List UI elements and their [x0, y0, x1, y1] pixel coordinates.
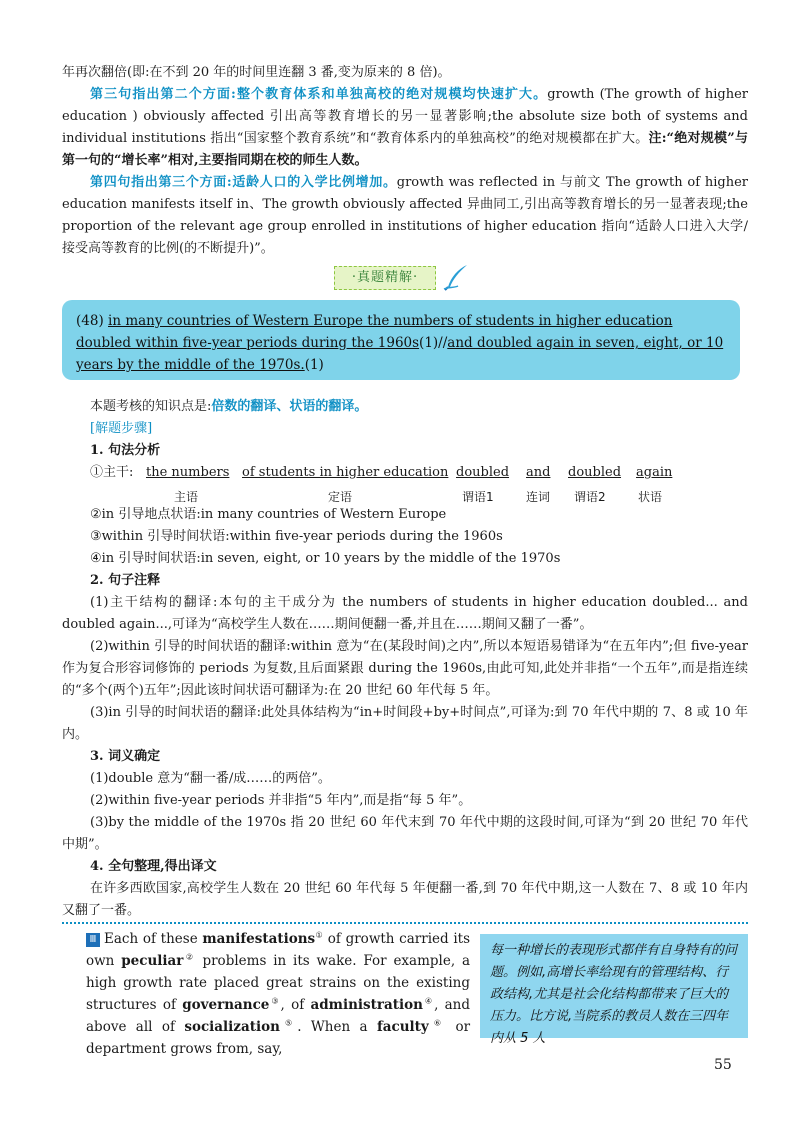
structure-label-attributive: 定语 [328, 490, 353, 504]
paragraph-number-badge: Ⅲ [86, 933, 100, 947]
passage-text: or department grows from, say, [86, 1019, 471, 1057]
structure-word-subject: the numbers [146, 465, 230, 480]
sentence3-note: 注:“绝对规模”与第一句的“增长率”相对,主要指同期在校的师生人数。 [62, 131, 748, 168]
exam-mark1: (1)// [419, 335, 448, 351]
sentence3-heading: 第三句指出第二个方面:整个教育体系和单独高校的绝对规模均快速扩大。 [90, 87, 548, 102]
structure-label-conjunction: 连词 [526, 490, 551, 504]
note-2: (2)within 引导的时间状语的翻译:within 意为“在(某段时间)之内”,所以本短语易错译为“在五年内”;但 five-year 作为复合形容词修饰的 periods 为复数,且后面紧跟 during the 1960s,由此可知,此处并非指“一个五年”,而是指连续的“多个(两个)五年”;因此该时间状语可翻译为:在 20 世纪 60 年代每 5 年。 [62, 639, 748, 698]
passage-text: , of [280, 997, 311, 1013]
meaning-1: (1)double 意为“翻一番/成……的两倍”。 [90, 771, 331, 786]
adverbial-3: ③within 引导时间状语:within five-year periods during the 1960s [90, 529, 503, 544]
paragraph-top: 年再次翻倍(即:在不到 20 年的时间里连翻 3 番,变为原来的 8 倍)。 [62, 65, 451, 80]
heading-word-meaning: 3. 词义确定 [90, 749, 161, 764]
sentence4-body: growth was reflected in 与前文 The growth of higher education manifests itself in、The growth obviously affected 异曲同工,引出高等教育增长的另一显著表现;the proportion of the relevant age group enrolled in institutions of higher education 指向“适龄人口进入大学/接受高等教育的比例(的不断提升)”。 [62, 175, 748, 256]
passage-text: problems in its wake. For example, a high growth rate placed great strains on the existing structures of [86, 953, 471, 1013]
paragraph-sentence4 [62, 172, 748, 260]
structure-word-conjunction: and [526, 465, 551, 480]
section-badge [334, 263, 474, 291]
vocab-note-marker: ⑤ [279, 1018, 298, 1028]
passage-text: of growth carried its own [86, 931, 470, 969]
adverbial-4: ④in 引导时间状语:in seven, eight, or 10 years by the middle of the 1970s [90, 551, 561, 566]
knowledge-point-topic: 倍数的翻译、状语的翻译。 [211, 399, 368, 414]
structure-word-predicate2: doubled [568, 465, 622, 480]
structure-lead: ①主干: [90, 465, 134, 480]
vocab-word: socialization [184, 1019, 280, 1035]
structure-word-attributive: of students in higher education [242, 465, 449, 480]
structure-label-subject: 主语 [174, 490, 199, 504]
vocab-word: governance [182, 997, 270, 1013]
vocab-word: peculiar [121, 953, 184, 969]
vocab-note-marker: ② [183, 952, 196, 962]
page-number: 55 [714, 1057, 732, 1073]
vocab-note-marker: ① [315, 930, 324, 940]
meaning-2: (2)within five-year periods 并非指“5 年内”,而是指“每 5 年”。 [90, 793, 472, 808]
passage-text: . When a [297, 1019, 377, 1035]
adverbial-2: ②in 引导地点状语:in many countries of Western Europe [90, 507, 447, 522]
note-1: (1)主干结构的翻译:本句的主干成分为 the numbers of students in higher education doubled... and doubled again...,可译为“高校学生人数在……期间便翻一番,并且在……期间又翻了一番”。 [62, 595, 748, 632]
structure-word-adverbial: again [636, 465, 673, 480]
sentence-structure [62, 462, 748, 508]
vocab-note-marker: ③ [269, 996, 281, 1006]
exam-sentence-box [62, 300, 740, 380]
exam-part1: in many countries of Western Europe the numbers of students in higher education doubled within five-year periods during the 1960s [76, 313, 673, 351]
heading-syntax: 1. 句法分析 [90, 443, 161, 458]
vocab-word: manifestations [202, 931, 316, 947]
structure-label-predicate1: 谓语1 [462, 490, 494, 504]
knowledge-point-prefix: 本题考核的知识点是: [90, 399, 212, 414]
badge-label: ·真题精解· [334, 266, 436, 290]
exam-number: (48) [76, 313, 109, 329]
vocab-word: faculty [376, 1019, 429, 1035]
passage-paragraph-3 [86, 928, 470, 1060]
exam-part2: and doubled again in seven, eight, or 10 years by the middle of the 1970s. [76, 335, 724, 373]
structure-label-predicate2: 谓语2 [574, 490, 606, 504]
note-3: (3)in 引导的时间状语的翻译:此处具体结构为“in+时间段+by+时间点”,可译为:到 70 年代中期的 7、8 或 10 年内。 [62, 705, 748, 742]
steps-heading: [解题步骤] [90, 421, 153, 436]
passage-text: , and above all of [86, 997, 471, 1035]
translation-box: 每一种增长的表现形式都伴有自身特有的问题。例如,高增长率给现有的管理结构、行政结构,尤其是社会化结构都带来了巨大的压力。比方说,当院系的教员人数在三四年内从 5 人 [480, 934, 748, 1038]
structure-label-adverbial: 状语 [638, 490, 663, 504]
passage-text: Each of these [104, 931, 203, 947]
meaning-3: (3)by the middle of the 1970s 指 20 世纪 60 年代末到 70 年代中期的这段时间,可译为“到 20 世纪 70 年代中期”。 [62, 815, 748, 852]
section-divider [62, 922, 748, 924]
heading-notes: 2. 句子注释 [90, 573, 161, 588]
structure-word-predicate1: doubled [456, 465, 510, 480]
exam-mark2: (1) [304, 357, 324, 373]
paragraph-sentence3 [62, 84, 748, 172]
quill-pen-icon [442, 263, 470, 291]
heading-final-translation: 4. 全句整理,得出译文 [90, 859, 217, 874]
vocab-note-marker: ④ [422, 996, 435, 1006]
sentence3-body: growth (The growth of higher education ) obviously affected 引出高等教育增长的另一显著影响;the absolute size both of systems and individual institutions 指出“国家整个教育系统”和“教育体系内的单独高校”的绝对规模都在扩大。 [62, 87, 748, 146]
final-translation: 在许多西欧国家,高校学生人数在 20 世纪 60 年代每 5 年便翻一番,到 70 年代中期,这一人数在 7、8 或 10 年内又翻了一番。 [62, 881, 748, 918]
sentence4-heading: 第四句指出第三个方面:适龄人口的入学比例增加。 [90, 175, 397, 190]
vocab-note-marker: ⑥ [428, 1018, 447, 1028]
vocab-word: administration [310, 997, 423, 1013]
knowledge-point [62, 396, 748, 418]
